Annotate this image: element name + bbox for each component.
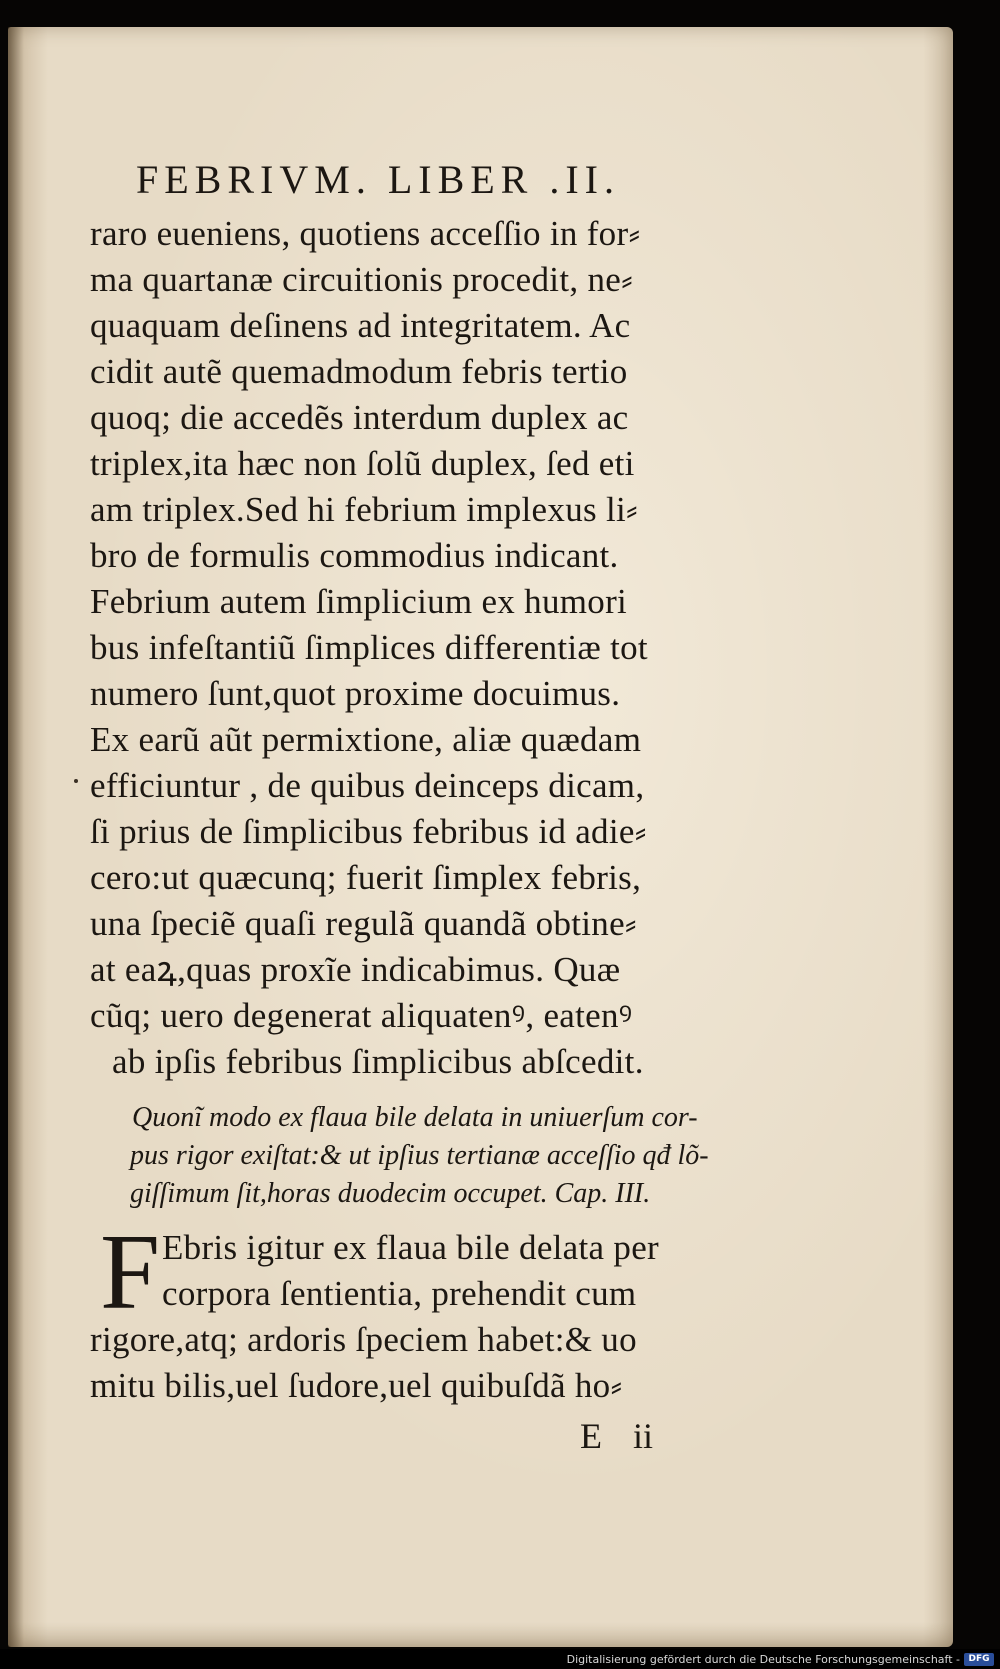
body-line: bro de formulis commodius indicant. <box>90 536 619 575</box>
page-text <box>90 155 790 1459</box>
margin-mark <box>74 779 78 783</box>
body-line: triplex,ita hæc non ſolũ duplex, ſed eti <box>90 444 635 483</box>
body-line: efficiuntur , de quibus deinceps dicam, <box>90 766 645 805</box>
body-paragraph <box>90 211 790 1085</box>
body-line: mitu bilis,uel ſudore,uel quibuſdã ho⸗ <box>90 1366 623 1405</box>
caption-line: giſſimum ſit,horas duodecim occupet. Cap. III. <box>130 1178 651 1209</box>
digitization-credit: Digitalisierung gefördert durch die Deutsche Forschungsgemeinschaft - <box>566 1653 960 1666</box>
body-line: cero:ut quæcunq; fuerit ſimplex febris, <box>90 858 642 897</box>
body-line: corpora ſentientia, prehendit cum <box>162 1274 637 1313</box>
body-line: bus infeſtantiũ ſimplices differentiæ tot <box>90 628 648 667</box>
signature-mark: E ii <box>580 1416 653 1456</box>
body-line: at eaꝝ,quas proxĩe indicabimus. Quæ <box>90 950 621 989</box>
body-line: ma quartanæ circuitionis procedit, ne⸗ <box>90 260 634 299</box>
body-line: quoq; die accedẽs interdum duplex ac <box>90 398 629 437</box>
body-line: numero ſunt,quot proxime docuimus. <box>90 674 621 713</box>
body-line: raro eueniens, quotiens acceſſio in for⸗ <box>90 214 641 253</box>
body-line: cũq; uero degenerat aliquatenꝰ, eatenꝰ <box>90 996 633 1035</box>
gutter-shadow <box>8 27 24 1647</box>
body-line: ſi prius de ſimplicibus febribus id adie⸗ <box>90 812 647 851</box>
caption-line: Quonĩ modo ex flaua bile delata in uniuerſum cor- <box>132 1102 698 1133</box>
book-page <box>8 27 953 1647</box>
body-line: quaquam deſinens ad integritatem. Ac <box>90 306 631 345</box>
caption-line: pus rigor exiſtat:& ut ipſius tertianæ acceſſio qđ lõ- <box>130 1140 709 1171</box>
footer-bar <box>0 1649 1000 1669</box>
body-line: Ex earũ aũt permixtione, aliæ quædam <box>90 720 642 759</box>
body-line: cidit autẽ quemadmodum febris tertio <box>90 352 628 391</box>
body-line: ab ipſis febribus ſimplicibus abſcedit. <box>112 1042 644 1081</box>
running-header: FEBRIVM. LIBER .II. <box>136 157 620 202</box>
drop-cap-initial: F <box>100 1213 161 1332</box>
chapter-caption <box>130 1099 790 1213</box>
body-line: una ſpeciẽ quaſi regulã quandã obtine⸗ <box>90 904 637 943</box>
body-line: am triplex.Sed hi febrium implexus li⸗ <box>90 490 638 529</box>
dfg-logo: DFG <box>964 1653 994 1666</box>
body-line: rigore,atq; ardoris ſpeciem habet:& uo <box>90 1320 637 1359</box>
chapter-paragraph <box>90 1213 790 1409</box>
body-line: Ebris igitur ex flaua bile delata per <box>162 1228 660 1267</box>
body-line: Febrium autem ſimplicium ex humori <box>90 582 628 621</box>
